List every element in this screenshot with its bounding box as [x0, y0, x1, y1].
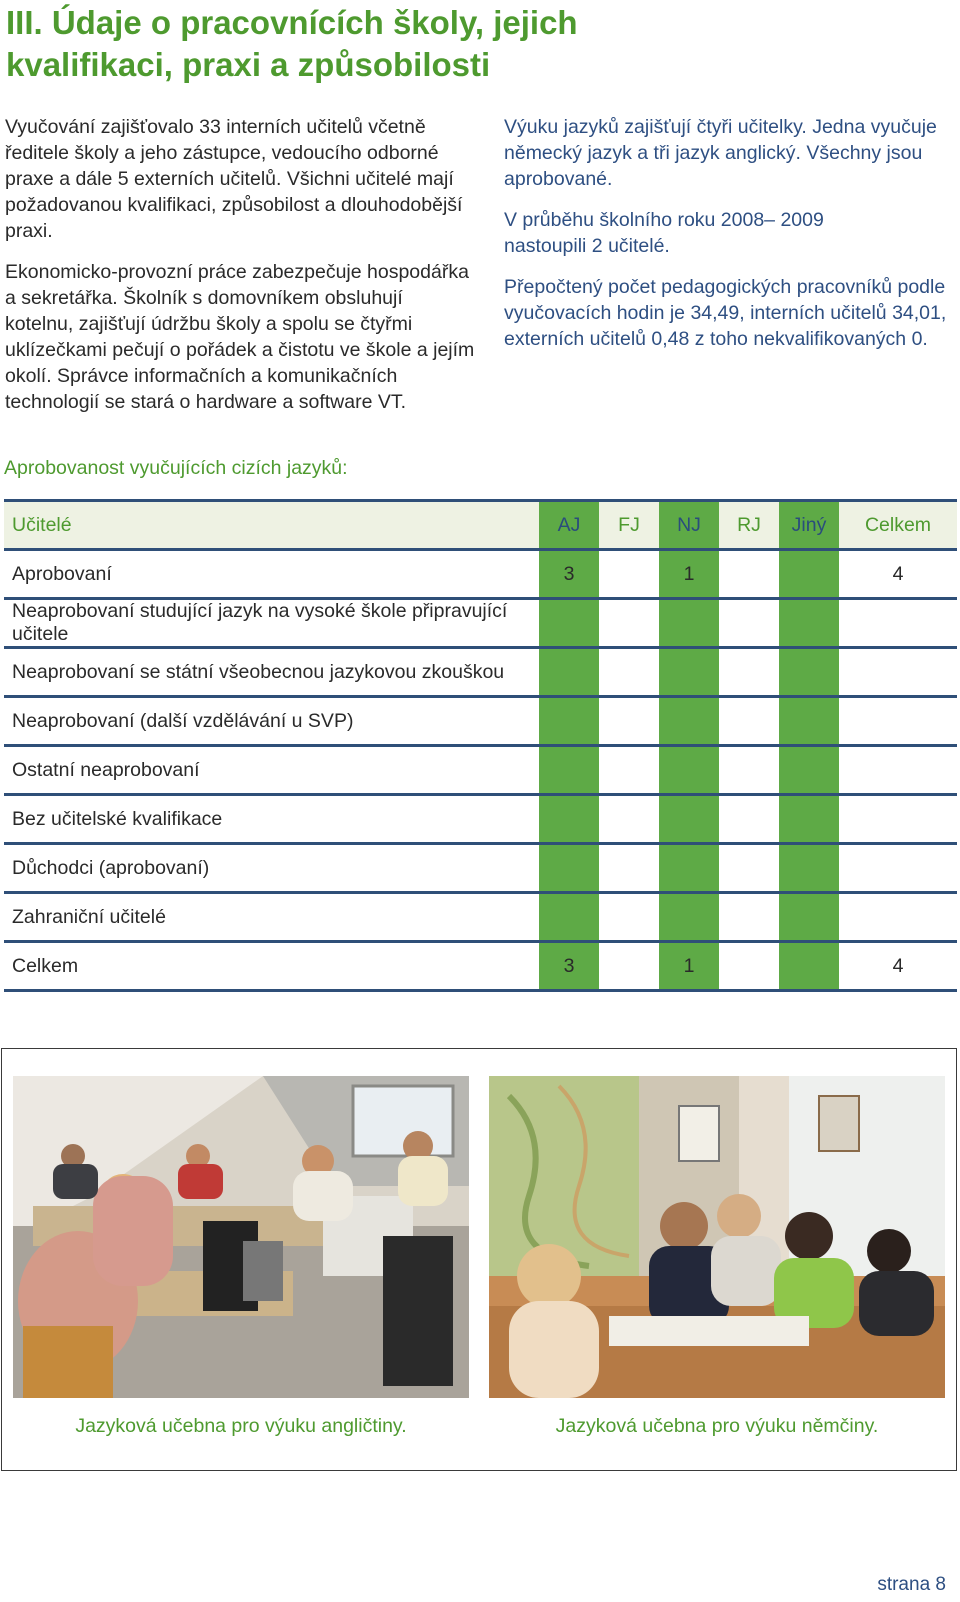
table-cell [719, 893, 779, 942]
row-label: Neaprobovaní (další vzdělávání u SVP) [4, 697, 539, 746]
table-cell [539, 648, 599, 697]
table-cell [779, 893, 839, 942]
table-row [4, 844, 957, 893]
table-cell [719, 599, 779, 648]
table-cell: 4 [839, 942, 957, 991]
table-cell [719, 746, 779, 795]
german-classroom-caption: Jazyková učebna pro výuku němčiny. [555, 1415, 879, 1437]
table-cell [839, 844, 957, 893]
table-cell [599, 599, 659, 648]
row-label: Bez učitelské kvalifikace [4, 795, 539, 844]
table-cell [599, 648, 659, 697]
table-cell [839, 697, 957, 746]
table-cell [779, 599, 839, 648]
header-nj: NJ [659, 501, 719, 550]
table-row [4, 893, 957, 942]
table-cell [539, 599, 599, 648]
table-cell [659, 648, 719, 697]
staff-paragraph: Vyučování zajišťovalo 33 interních učitelů včetně ředitele školy a jeho zástupce, vedoucího odborné praxe a dále 5 externích učitelů. Všichni učitelé mají požadovanou kvalifikaci, způsobilost a dlouhodobější praxi. [5, 116, 463, 242]
table-cell [659, 746, 719, 795]
table-cell [779, 795, 839, 844]
language-teachers-paragraph: Výuku jazyků zajišťují čtyři učitelky. Jedna vyučuje německý jazyk a tři jazyk anglický. Všechny jsou aprobované. [504, 116, 937, 190]
table-cell [659, 697, 719, 746]
row-label: Neaprobovaní se státní všeobecnou jazykovou zkouškou [4, 648, 539, 697]
table-cell [779, 844, 839, 893]
page-label: strana [877, 1574, 931, 1595]
german-classroom-image [489, 1076, 945, 1398]
table-cell [839, 893, 957, 942]
table-cell [599, 893, 659, 942]
english-classroom-photo [13, 1076, 469, 1398]
table-cell [539, 746, 599, 795]
table-cell [779, 648, 839, 697]
table-row [4, 942, 957, 991]
table-cell [659, 844, 719, 893]
table-row [4, 795, 957, 844]
page-number-value: 8 [935, 1574, 946, 1595]
english-classroom-image [13, 1076, 469, 1398]
table-cell [599, 795, 659, 844]
table-cell: 1 [659, 550, 719, 599]
table-cell: 3 [539, 942, 599, 991]
table-cell [719, 550, 779, 599]
page-title-line-2: kvalifikaci, praxi a způsobilosti [6, 46, 491, 83]
table-row [4, 648, 957, 697]
header-total: Celkem [839, 501, 957, 550]
table-row [4, 746, 957, 795]
table-cell [599, 942, 659, 991]
table-cell [779, 550, 839, 599]
new-teachers-line-1: V průběhu školního roku 2008– 2009 [504, 209, 824, 231]
table-cell [839, 648, 957, 697]
table-cell [539, 893, 599, 942]
table-cell [539, 697, 599, 746]
language-qualification-table [4, 499, 957, 992]
operations-paragraph: Ekonomicko-provozní práce zabezpečuje hospodářka a sekretářka. Školník s domovníkem obsluhují kotelnu, zajišťují údržbu školy a spolu se čtyřmi uklízečkami pečují o pořádek a čistotu ve škole a jejím okolí. Správce informačních a komunikačních technologií se stará o hardware a software VT. [5, 261, 475, 413]
row-label: Důchodci (aprobovaní) [4, 844, 539, 893]
table-title: Aprobovanost vyučujících cizích jazyků: [4, 457, 348, 479]
table-cell [719, 697, 779, 746]
table-cell [719, 942, 779, 991]
table-cell [659, 795, 719, 844]
header-other: Jiný [779, 501, 839, 550]
new-teachers-paragraph [504, 207, 949, 259]
english-classroom-caption: Jazyková učebna pro výuku angličtiny. [75, 1415, 407, 1437]
header-fj: FJ [599, 501, 659, 550]
header-teachers: Učitelé [4, 501, 539, 550]
page-title-line-1: III. Údaje o pracovnících školy, jejich [6, 4, 578, 41]
page-title [6, 2, 606, 86]
row-label: Aprobovaní [4, 550, 539, 599]
table-cell: 3 [539, 550, 599, 599]
table-cell [599, 746, 659, 795]
table-cell [719, 795, 779, 844]
row-label: Celkem [4, 942, 539, 991]
table-cell [719, 648, 779, 697]
row-label: Zahraniční učitelé [4, 893, 539, 942]
table-cell: 4 [839, 550, 957, 599]
row-label: Neaprobovaní studující jazyk na vysoké škole připravující učitele [4, 599, 539, 648]
table-row [4, 697, 957, 746]
table-cell [779, 697, 839, 746]
table-cell [599, 697, 659, 746]
table-cell [659, 893, 719, 942]
row-label: Ostatní neaprobovaní [4, 746, 539, 795]
header-aj: AJ [539, 501, 599, 550]
table-cell [599, 844, 659, 893]
table-cell [839, 746, 957, 795]
table-header-row [4, 501, 957, 550]
table-cell [659, 599, 719, 648]
table-cell [719, 844, 779, 893]
table-row [4, 550, 957, 599]
table-cell [539, 844, 599, 893]
right-text-column [504, 114, 949, 367]
new-teachers-line-2: nastoupili 2 učitelé. [504, 235, 670, 257]
table-cell [779, 942, 839, 991]
left-text-column [5, 114, 475, 430]
header-rj: RJ [719, 501, 779, 550]
table-cell [839, 795, 957, 844]
table-cell [839, 599, 957, 648]
page-number [877, 1574, 946, 1596]
recalculated-count-paragraph: Přepočtený počet pedagogických pracovníků podle vyučovacích hodin je 34,49, interních učitelů 34,01, externích učitelů 0,48 z toho nekvalifikovaných 0. [504, 276, 947, 350]
german-classroom-photo [489, 1076, 945, 1398]
table-cell [539, 795, 599, 844]
table-row [4, 599, 957, 648]
table-cell [599, 550, 659, 599]
table-cell: 1 [659, 942, 719, 991]
table-cell [779, 746, 839, 795]
